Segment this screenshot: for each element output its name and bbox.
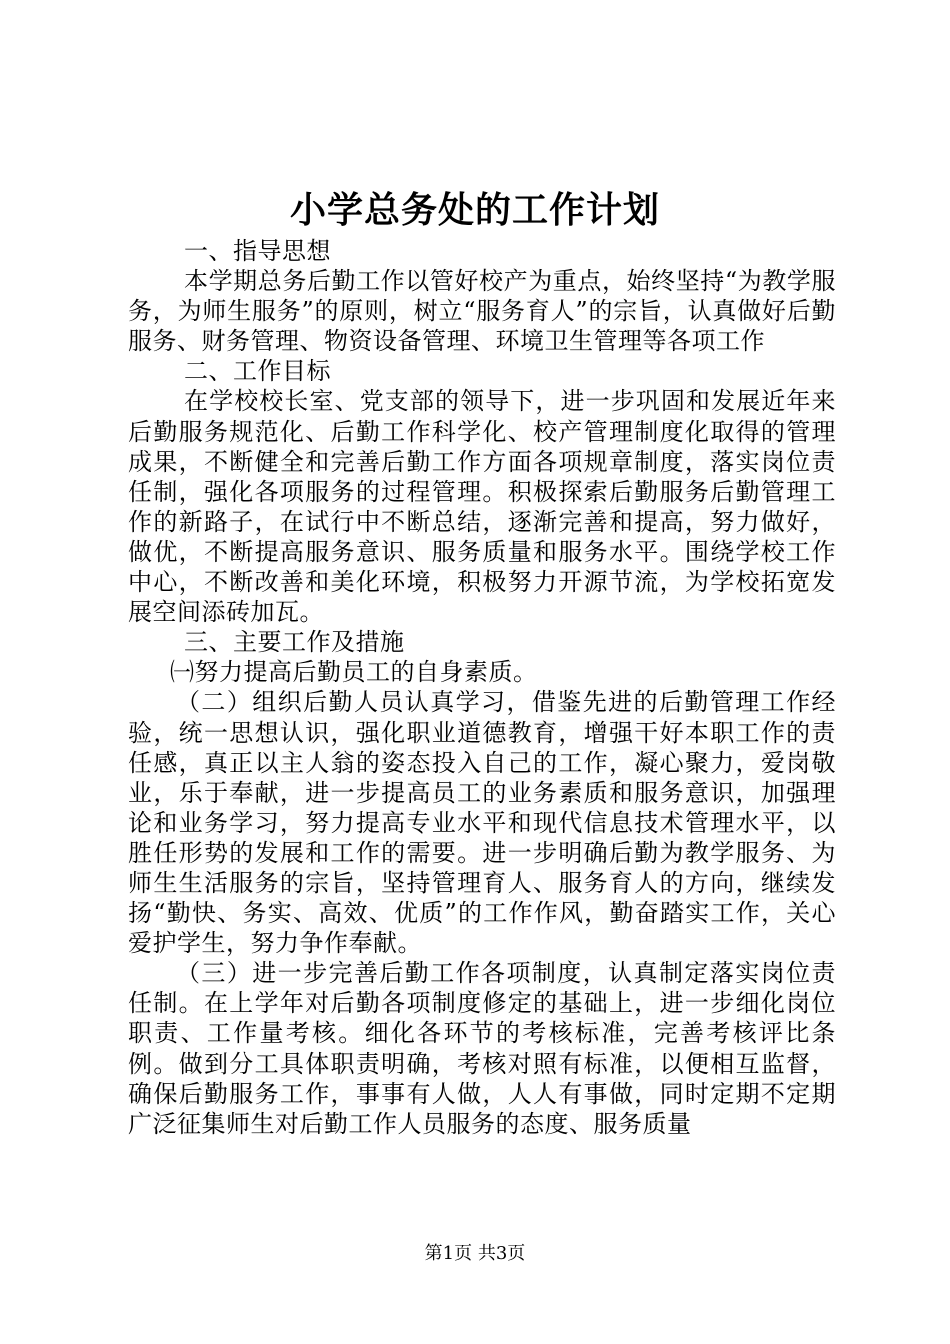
list-item-1: ㈠努力提高后勤员工的自身素质。 [170,658,538,687]
section-heading-guiding-ideology: 一、指导思想 [184,237,331,265]
document-body [128,236,836,1139]
paragraph-work-goals: 在学校校长室、党支部的领导下，进一步巩固和发展近年来后勤服务规范化、后勤工作科学化、校产管理制度化取得的管理成果，不断健全和完善后勤工作方面各项规章制度，落实岗位责任制，强化各项服务的过程管理。积极探索后勤服务后勤管理工作的新路子，在试行中不断总结，逐渐完善和提高，努力做好，做优，不断提高服务意识、服务质量和服务水平。围绕学校工作中心，不断改善和美化环境，积极努力开源节流，为学校拓宽发展空间添砖加瓦。 [128,387,836,627]
list-item-3: （三）进一步完善后勤工作各项制度，认真制定落实岗位责任制。在上学年对后勤各项制度修定的基础上，进一步细化岗位职责、工作量考核。细化各环节的考核标准，完善考核评比条例。做到分工具体职责明确，考核对照有标准，以便相互监督，确保后勤服务工作，事事有人做，人人有事做，同时定期不定期广泛征集师生对后勤工作人员服务的态度、服务质量 [128,959,836,1138]
list-item-2: （二）组织后勤人员认真学习，借鉴先进的后勤管理工作经验，统一思想认识，强化职业道德教育，增强干好本职工作的责任感，真正以主人翁的姿态投入自己的工作，凝心聚力，爱岗敬业，乐于奉献，进一步提高员工的业务素质和服务意识，加强理论和业务学习，努力提高专业水平和现代信息技术管理水平，以胜任形势的发展和工作的需要。进一步明确后勤为教学服务、为师生生活服务的宗旨，坚持管理育人、服务育人的方向，继续发扬“勤快、务实、高效、优质”的工作作风，勤奋踏实工作，关心爱护学生，努力争作奉献。 [128,688,836,958]
section-heading-main-work: 三、主要工作及措施 [184,628,405,657]
document-title: 小学总务处的工作计划 [289,189,660,231]
paragraph-guiding-ideology: 本学期总务后勤工作以管好校产为重点，始终坚持“为教学服务，为师生服务”的原则，树立“服务育人”的宗旨，认真做好后勤服务、财务管理、物资设备管理、环境卫生管理等各项工作 [128,267,836,356]
section-heading-work-goals: 二、工作目标 [184,357,331,386]
page-footer: 第1页 共3页 [424,1243,526,1264]
